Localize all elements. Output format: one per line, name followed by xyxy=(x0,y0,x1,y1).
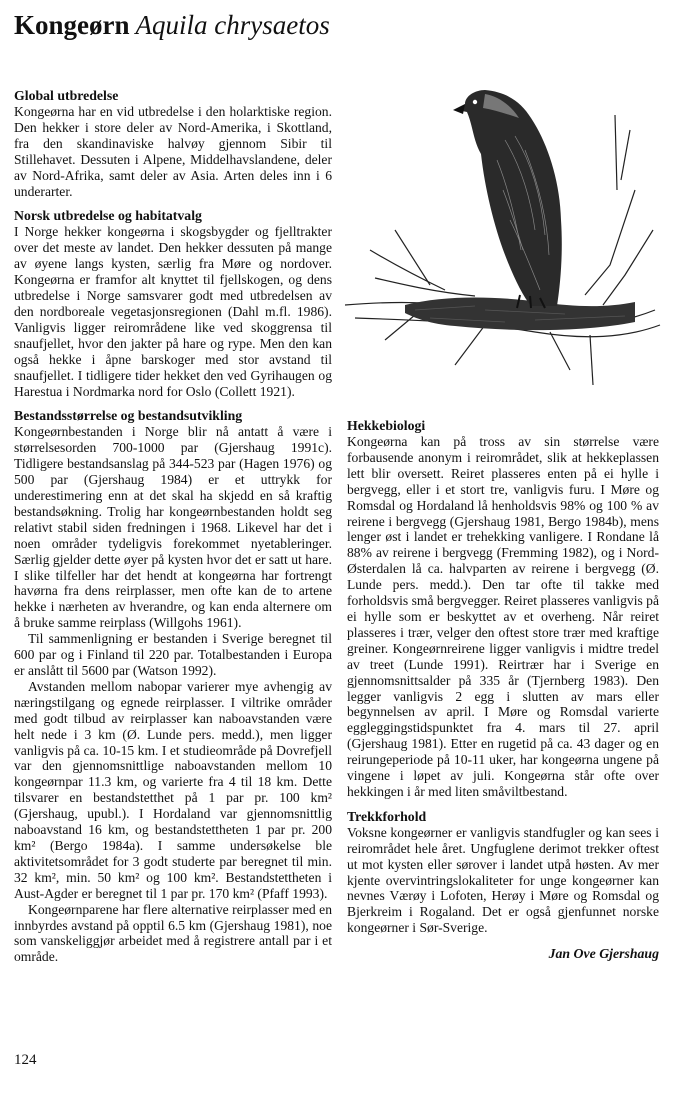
latin-name: Aquila chrysaetos xyxy=(135,10,330,40)
section-heading: Global utbredelse xyxy=(14,88,119,103)
paragraph: Kongeørna kan på tross av sin størrelse være forbausende anonym i reirområdet, slik at hekkeplassen lett blir oversett. Reiret plasseres enten på ei hylle i bergvegg, eller i et stort tre, vanligvis furu. I Møre og Romsdal og Hordaland lå henholdsvis 98% og 100 % av reirene i bergvegg (Gjershaug 1981, Bergo 1984b), mens lenger øst i landet er trehekking vanligere. I Rondane lå 88% av reirene i bergvegg (Fremming 1982), og i Nord-Østerdalen lå ca. halvparten av reirene i bergvegg (Ø. Lunde pers. medd.). Den tar ofte til takke med forholdsvis små bergvegger. Reiret plasseres vanligvis på ei hylle som er beskyttet av et overheng. Når reiret plasseres i trær, velger den oftest store trær med kraftige greiner. Kongeørnreirene ligger vanligvis i midtre tredel av treet (Lunde 1991). Reirtrær har i Sverige en gjennomsnittsalder på 335 år (Tjernberg 1983). Den legger vanligvis 2 egg i slutten av mars eller begynnelsen av april. I Møre og Romsdal varierte eggleggingstidspunktet fra 4. mars til 27. april (Gjershaug 1981). Etter en rugetid på ca. 43 dager og en reirungeperiode på 10-11 uker, har kongeørna ungene på vingene i løpet av juli. Kongeørna står ofte over hekkingen i år med liten småviltbestand. xyxy=(347,434,659,799)
section-global xyxy=(14,88,332,199)
golden-eagle-icon xyxy=(335,70,670,390)
section-migration xyxy=(347,809,659,936)
section-population xyxy=(14,408,332,965)
left-column xyxy=(14,88,332,974)
paragraph: Kongeørnbestanden i Norge blir nå antatt å være i størrelsesorden 700-1000 par (Gjershaug 1991c). Tidligere bestandsanslag på 344-523 par (Hagen 1976) og 500 par (Gjershaug 1984) er et uttrykk for underestimering enn at det skal ha skjedd en så kraftig bestandsøkning. Trolig har kongeørnbestanden holdt seg relativt stabil siden fredningen i 1968. Likevel har det i noen områder tydeligvis forekommet nyetableringer. Særlig gjelder dette øyer på kysten hvor det er satt ut hare. I slike tilfeller har det hendt at kongeørna har fortrengt havørna fra dens reirplasser, men ofte kan de to artene hekke i nærheten av hverandre, og kan enda alternere om å bruke samme reirplass (Willgohs 1961). xyxy=(14,424,332,631)
right-column xyxy=(347,418,659,962)
section-heading: Trekkforhold xyxy=(347,808,427,824)
section-norway xyxy=(14,208,332,399)
section-breeding xyxy=(347,418,659,800)
page-title xyxy=(14,8,330,42)
paragraph: Kongeørnparene har flere alternative reirplasser med en innbyrdes avstand på opptil 6.5 km (Gjershaug 1981), noe som vanskeliggjør arbeidet med å registrere antall par i et område. xyxy=(14,901,332,965)
common-name: Kongeørn xyxy=(14,10,130,40)
section-heading: Bestandsstørrelse og bestandsutvikling xyxy=(14,408,243,424)
page-number: 124 xyxy=(14,1052,37,1068)
eagle-illustration xyxy=(335,70,670,390)
paragraph: Til sammenligning er bestanden i Sverige beregnet til 600 par og i Finland til 220 par. Totalbestanden i Europa er anslått til 5600 par (Watson 1992). xyxy=(14,631,332,678)
paragraph: Kongeørna har en vid utbredelse i den holarktiske region. Den hekker i store deler av Nord-Amerika, i Skottland, fra den skandinaviske halvøy gjennom Sibir til Stillehavet. Dessuten i Alpene, Middelhavslandene, deler av Nord-Afrika, samt deler av Asia. Arten deles inn i 6 underarter. xyxy=(14,104,332,199)
author-signature: Jan Ove Gjershaug xyxy=(548,946,659,962)
paragraph: Avstanden mellom nabopar varierer mye avhengig av næringstilgang og egnede reirplasser. I viltrike områder med godt tilbud av reirplasser kan naboavstanden være helt nede i 3 km (Ø. Lunde pers. medd.), men ligger vanligvis på ca. 10-15 km. I et studieområde på Dovrefjell var den gjennomsnittlige naboavstanden mellom 10 kongeørnpar 11.3 km, og varierte fra 4 til 18 km. Dette tilsvarer en bestandstetthet på 1 par pr. 100 km² (Gjershaug, upubl.). I Hordaland var gjennomsnittlig naboavstand 16 km, og bestandstettheten 1 par pr. 200 km² (Bergo 1984a). I samme undersøkelse ble aktivitetsområdet for 3 godt studerte par beregnet til min. 32 km², min. 50 km² og 100 km². Bestandstettheten i Aust-Agder er beregnet til 1 par pr. 170 km² (Pfaff 1993). xyxy=(14,678,332,901)
section-heading: Hekkebiologi xyxy=(347,418,426,433)
paragraph: Voksne kongeørner er vanligvis standfugler og kan sees i reirområdet hele året. Ungfuglene derimot trekker oftest ut mot kysten eller sørover i landet utpå høsten. Av mer kjente overvintringslokaliteter for unge kongeørner kan nevnes Værøy i Lofoten, Herøy i Møre og Romsdal og Bjerkreim i Rogaland. Det er også gjenfunnet norske kongeørner i Sør-Sverige. xyxy=(347,824,659,936)
paragraph: I Norge hekker kongeørna i skogsbygder og fjelltrakter over det meste av landet. Den hekker dessuten på mange av øyene langs kysten, særlig fra Møre og nordover. Kongeørna er framfor alt knyttet til fjellskogen, og dens utbredelse i Norge samsvarer godt med utbredelsen av den nordboreale vegetasjonsregionen (Dahl m.fl. 1986). Vanligvis ligger reirområdene like ved skoggrensa til snaufjellet, hvor den jakter på hare og rype. Men den kan også hekke i åpne barskoger med stor avstand til snaufjellet. I tidligere tider hekket den ved Gyrihaugen og Harestua i Nordmarka nord for Oslo (Collett 1921). xyxy=(14,224,332,399)
section-heading: Norsk utbredelse og habitatvalg xyxy=(14,208,202,224)
